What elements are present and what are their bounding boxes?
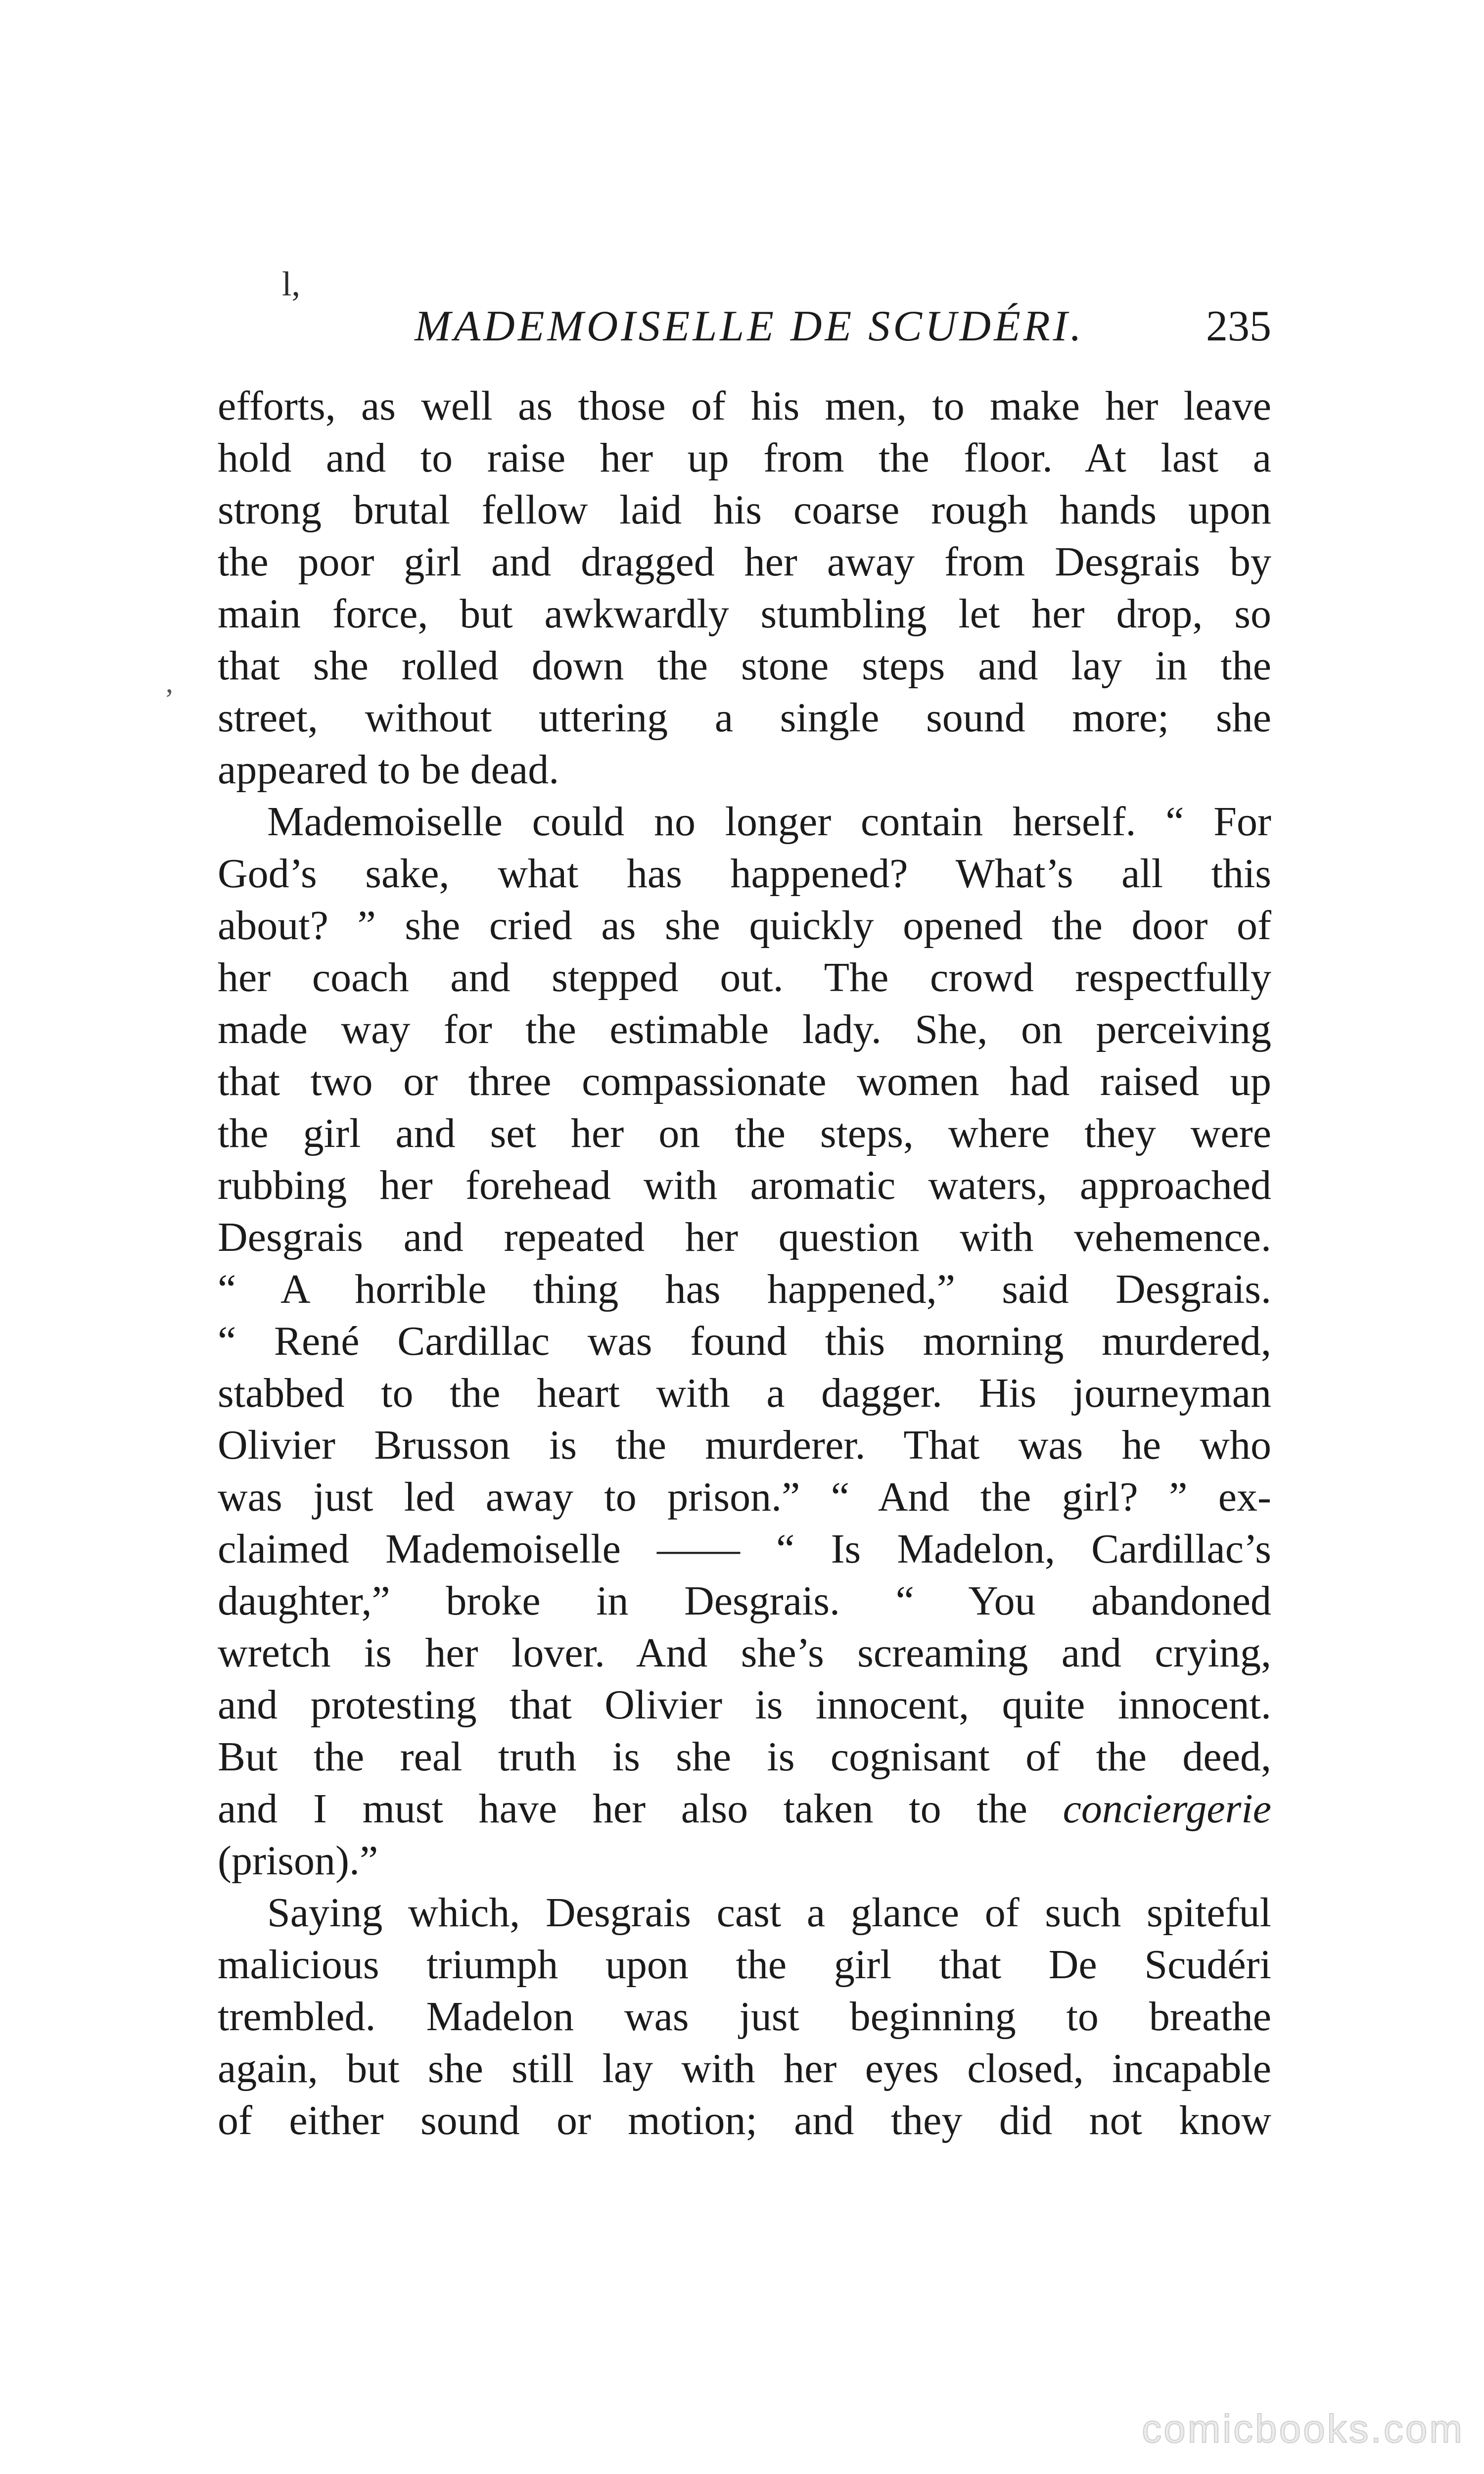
text-line: Desgrais and repeated her question with vehemence. [218,1214,1271,1260]
text-line: the girl and set her on the steps, where they were [218,1110,1271,1156]
italic-word: conciergerie [1063,1786,1271,1832]
text-line: and protesting that Olivier is innocent, quite innocent. [218,1682,1271,1728]
text-line: stabbed to the heart with a dagger. His journeyman [218,1370,1271,1416]
stray-mark: , [166,666,173,699]
text-line: about? ” she cried as she quickly opened the door of [218,903,1271,949]
text-line: Olivier Brusson is the murderer. That was he who [218,1422,1271,1468]
page-header [228,299,1271,354]
text-line: rubbing her forehead with aromatic waters, approached [218,1162,1271,1208]
text-line: strong brutal fellow laid his coarse rough hands upon [218,487,1271,533]
text-line: “ A horrible thing has happened,” said Desgrais. [218,1266,1271,1312]
text-line: claimed Mademoiselle —— “ Is Madelon, Cardillac’s [218,1526,1271,1572]
text-line: again, but she still lay with her eyes closed, incapable [218,2046,1271,2092]
text-line: the poor girl and dragged her away from Desgrais by [218,539,1271,585]
text-line: that she rolled down the stone steps and lay in the [218,643,1271,689]
text-line: that two or three compassionate women had raised up [218,1058,1271,1104]
text-line: made way for the estimable lady. She, on perceiving [218,1006,1271,1052]
page-number: 235 [1206,302,1271,350]
text-line: malicious triumph upon the girl that De Scudéri [218,1942,1271,1988]
running-title: MADEMOISELLE DE SCUDÉRI. [415,302,1084,350]
text-line: trembled. Madelon was just beginning to breathe [218,1994,1271,2040]
text-line: But the real truth is she is cognisant of the deed, [218,1734,1271,1780]
body-text [218,380,1271,2146]
text-line: (prison).” [218,1838,378,1884]
paragraph-start: Saying which, Desgrais cast a glance of such spiteful [267,1890,1271,1936]
text-line: “ René Cardillac was found this morning murdered, [218,1318,1271,1364]
text-line: appeared to be dead. [218,747,559,793]
text-line: main force, but awkwardly stumbling let her drop, so [218,591,1271,637]
text-line: her coach and stepped out. The crowd respectfully [218,954,1271,1000]
text-line: efforts, as well as those of his men, to make her leave [218,383,1271,429]
text-line: and I must have her also taken to the conciergerie [218,1786,1271,1832]
paragraph-start: Mademoiselle could no longer contain herself. “ For [267,799,1271,845]
watermark: comicbooks.com [1142,2407,1464,2451]
text-line: street, without uttering a single sound more; she [218,695,1271,741]
text-line: hold and to raise her up from the floor. At last a [218,435,1271,481]
text-line: God’s sake, what has happened? What’s all this [218,851,1271,897]
margin-mark: l, [282,265,300,303]
text-line: wretch is her lover. And she’s screaming and crying, [218,1630,1271,1676]
text-line: of either sound or motion; and they did not know [218,2097,1271,2143]
text-line: daughter,” broke in Desgrais. “ You abandoned [218,1578,1271,1624]
text-line: was just led away to prison.” “ And the girl? ” ex- [218,1474,1271,1520]
